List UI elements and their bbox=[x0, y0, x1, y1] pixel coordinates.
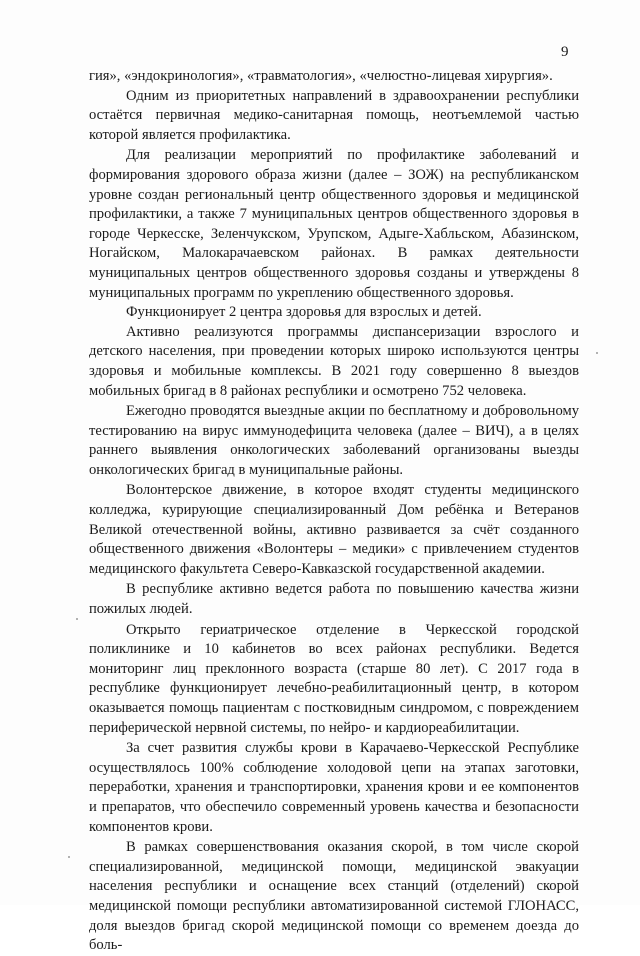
paragraph-emergency-care: В рамках совершенствования оказания скорой, в том числе скорой специализированной, медицинской помощи, медицинской эвакуации населения республики и оснащение всех станций (отделений) скорой медицинской помощи республики автоматизированной системой ГЛОНАСС, доля выездов бригад скорой медицинской помощи со временем доезда до боль- bbox=[89, 839, 579, 954]
scan-speck bbox=[68, 856, 70, 858]
paragraph-elderly: В республике активно ведется работа по повышению качества жизни пожилых людей. bbox=[89, 581, 579, 618]
paragraph-continuation: гия», «эндокринология», «травматология», «челюстно-лицевая хирургия». bbox=[89, 68, 553, 84]
scan-speck bbox=[596, 352, 598, 354]
paragraph-public-health-centers: Для реализации мероприятий по профилактике заболеваний и формирования здорового образа жизни (далее – ЗОЖ) на республиканском уровне создан региональный центр общественного здоровья и медицинской профилактики, а также 7 муниципальных центров общественного здоровья в городе Черкесске, Зеленчукском, Урупском, Адыге-Хабльском, Абазинском, Ногайском, Малокарачаевском районах. В рамках деятельности муниципальных центров общественного здоровья созданы и утверждены 8 муниципальных программ по укреплению общественного здоровья. bbox=[89, 147, 579, 301]
paragraph-blood-service: За счет развития службы крови в Карачаево-Черкесской Республике осуществлялось 100% соблюдение холодовой цепи на этапах заготовки, переработки, хранения и транспортировки, хранения крови и ее компонентов и препаратов, что обеспечило современный уровень качества и безопасности компонентов крови. bbox=[89, 740, 579, 835]
paragraph-hiv-testing: Ежегодно проводятся выездные акции по бесплатному и добровольному тестированию на вирус иммунодефицита человека (далее – ВИЧ), а в целях раннего выявления онкологических заболеваний организованы выезды онкологических бригад в муниципальные районы. bbox=[89, 403, 579, 478]
paragraph-volunteers: Волонтерское движение, в которое входят студенты медицинского колледжа, курирующие специализированный Дом ребёнка и Ветеранов Великой отечественной войны, активно развивается за счёт созданного общественного движения «Волонтеры – медики» с привлечением студентов медицинского факультета Северо-Кавказской государственной академии. bbox=[89, 482, 579, 577]
scan-speck bbox=[76, 618, 78, 620]
paragraph-dispensarization: Активно реализуются программы диспансеризации взрослого и детского населения, при проведении которых широко используются центры здоровья и мобильные комплексы. В 2021 году совершенно 8 выездов мобильных бригад в 8 районах республики и осмотрено 752 человека. bbox=[89, 323, 579, 399]
paragraph-geriatric: Открыто гериатрическое отделение в Черкесской городской поликлинике и 10 кабинетов во всех районах республики. Ведется мониторинг лиц преклонного возраста (старше 80 лет). С 2017 года в республике функционирует лечебно-реабилитационный центр, в котором оказывается помощь пациентам с постковидным синдромом, с повреждением периферической нервной системы, по нейро- и кардиореабилитации. bbox=[89, 621, 579, 736]
paragraph-health-centers: Функционирует 2 центра здоровья для взрослых и детей. bbox=[126, 304, 482, 321]
paragraph-primary-care: Одним из приоритетных направлений в здравоохранении республики остаётся первичная медико-санитарная помощь, неотъемлемой частью которой является профилактика. bbox=[89, 87, 579, 143]
body-text bbox=[89, 67, 579, 956]
page-number: 9 bbox=[561, 44, 569, 60]
